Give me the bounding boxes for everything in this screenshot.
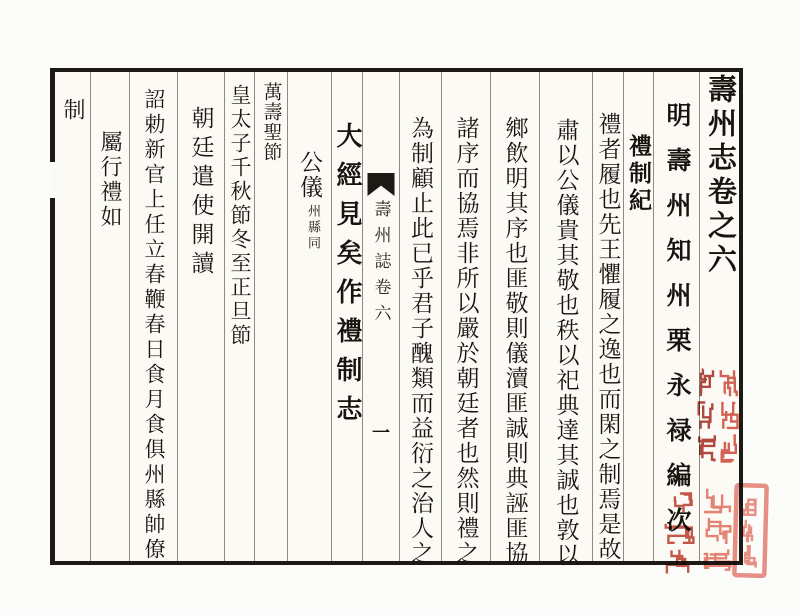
text-columns	[50, 72, 739, 568]
closing-line-column	[331, 72, 362, 561]
entry-wanshou-shengjie-column	[254, 72, 287, 561]
entry-label: 公儀	[297, 150, 322, 200]
entry-annotation: 州縣同	[306, 204, 321, 252]
frame-left-border-bottom-segment	[50, 198, 55, 565]
entry-gongyi-column-text	[297, 150, 322, 252]
body-line-5	[399, 72, 441, 566]
entry-huangtaizi-column	[224, 72, 254, 561]
entry-wanshou-shengjie-column-text: 萬壽聖節	[260, 82, 282, 162]
body-line-1	[592, 72, 623, 561]
entry-chaoting-column	[177, 72, 224, 561]
section-heading-column-text: 禮制紀	[626, 134, 651, 215]
entry-zhaochi-column-text: 詔勅新官上任立春鞭春日食月食俱州縣帥僚	[142, 88, 166, 563]
entry-zhi-column	[56, 72, 90, 561]
body-line-4	[441, 72, 490, 566]
section-heading-column	[623, 72, 653, 561]
entry-gongyi-column	[287, 72, 331, 561]
compiler-byline-column	[653, 72, 699, 561]
entry-huangtaizi-column-text: 皇太子千秋節冬至正旦節	[228, 84, 252, 348]
body-line-2	[539, 72, 592, 568]
frame-left-border-top-segment	[50, 68, 55, 162]
closing-line-column-text: 大經見矣作禮制志	[333, 122, 362, 434]
body-line-2-text: 肅以公儀貴其敬也秩以祀典達其誠也敦以	[553, 118, 579, 568]
page-frame	[50, 68, 743, 568]
center-fold-column	[362, 72, 399, 561]
volume-title-column-text: 壽州志卷之六	[704, 74, 736, 278]
body-line-1-text: 禮者履也先王懼履之逸也而閑之制焉是故	[595, 112, 621, 562]
page-number: 一	[372, 423, 390, 443]
body-line-3	[490, 72, 539, 566]
entry-continuation-column	[90, 72, 129, 561]
body-line-5-text: 為制顧止此已乎君子醜類而益衍之治人之	[408, 116, 433, 566]
body-line-3-text: 鄉飲明其序也匪敬則儀瀆匪誠則典誣匪協	[502, 116, 528, 566]
fishtail-icon	[368, 173, 395, 196]
entry-zhi-column-text: 制	[61, 98, 86, 120]
entry-chaoting-column-text: 朝廷遣使開讀	[188, 106, 214, 280]
entry-continuation-column-text: 屬行禮如	[98, 130, 123, 230]
compiler-byline-column-text: 明壽州知州栗永禄編次	[663, 102, 690, 552]
volume-title-column	[699, 72, 739, 561]
body-line-4-text: 諸序而協焉非所以嚴於朝廷者也然則禮之	[453, 116, 479, 566]
entry-zhaochi-column	[129, 72, 177, 561]
fold-title: 壽州誌卷六	[371, 200, 391, 330]
